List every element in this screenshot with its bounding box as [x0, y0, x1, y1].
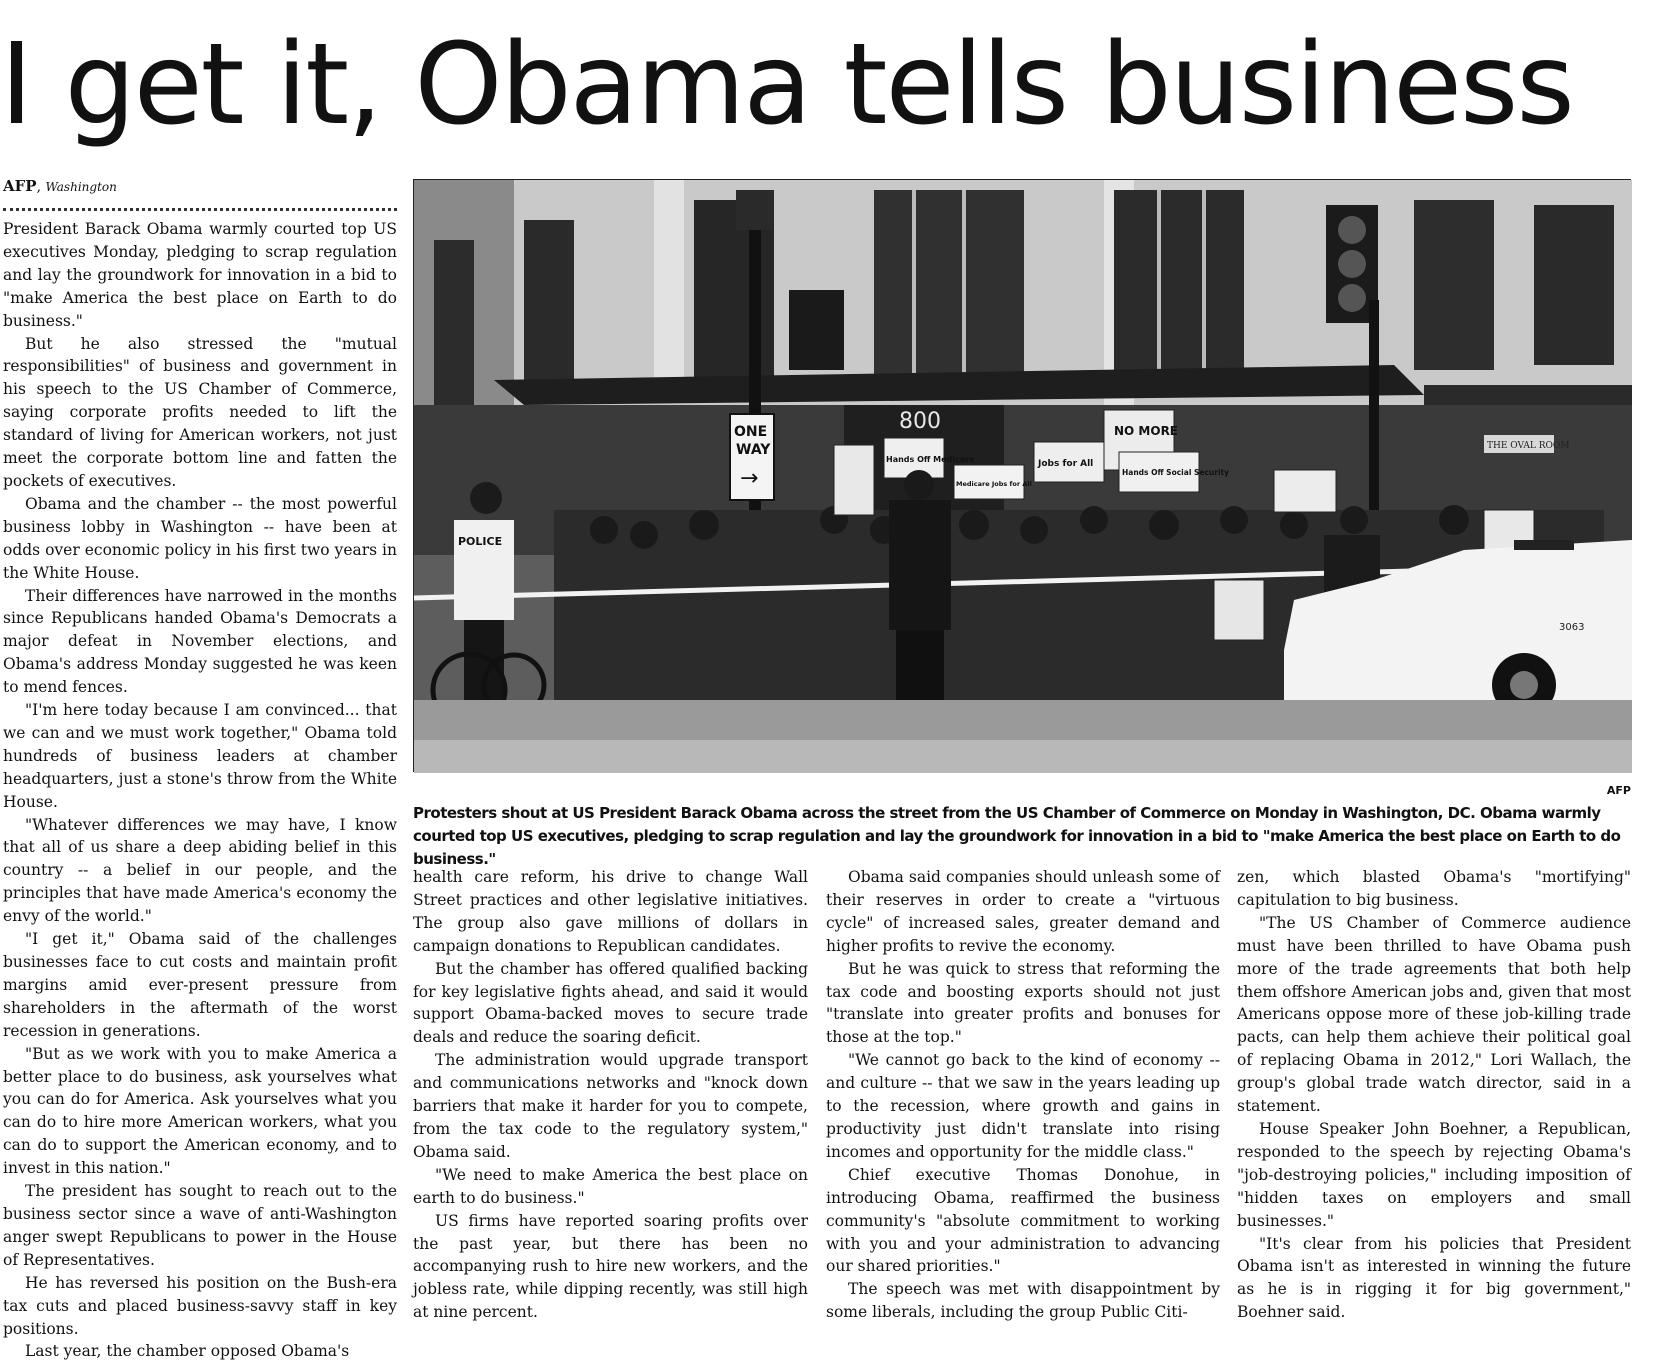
paragraph: The president has sought to reach out to the business sector since a wave of anti-Washington anger swept Republicans to power in the House of Representatives. [3, 1182, 397, 1269]
paragraph: House Speaker John Boehner, a Republican, responded to the speech by rejecting Obama's "job-destroying policies," including imposition of "hidden taxes on employers and small businesses." [1237, 1119, 1631, 1230]
paragraph: "But as we work with you to make America a better place to do business, ask yourselves what you can do for America. Ask yourselves what you can do to hire more American workers, what you can do to support the American economy, and to invest in this nation." [3, 1044, 397, 1178]
news-photo [413, 179, 1631, 772]
paragraph: The speech was met with disappointment by some liberals, including the group Public Citi- [826, 1280, 1220, 1322]
photo-credit: AFP [1606, 784, 1631, 797]
article-column-1 [3, 218, 397, 1361]
byline-separator: , [36, 179, 42, 195]
paragraph: "We cannot go back to the kind of economy -- and culture -- that we saw in the years leading up to the recession, where growth and gains in productivity just didn't translate into rising incomes and opportunity for the middle class." [826, 1051, 1220, 1161]
one-way-sign-line2: WAY [736, 442, 771, 458]
paragraph: President Barack Obama warmly courted top US executives Monday, pledging to scrap regulation and lay the groundwork for innovation in a bid to "make America the best place on Earth to do business." [3, 220, 397, 330]
man-in-suit [889, 470, 951, 740]
paragraph: Chief executive Thomas Donohue, in introducing Obama, reaffirmed the business community's "absolute commitment to working with you and your administration to advancing our shared priorities." [826, 1165, 1220, 1276]
paragraph: US firms have reported soaring profits over the past year, but there has been no accompanying rush to hire new workers, and the jobless rate, while dipping recently, was still high at nine percent. [413, 1211, 808, 1322]
paragraph: But he was quick to stress that reforming the tax code and boosting exports should not just "translate into greater profits and bonuses for those at the top." [826, 959, 1220, 1047]
paragraph: Last year, the chamber opposed Obama's [25, 1342, 350, 1361]
paragraph: The administration would upgrade transport and communications networks and "knock down barriers that make it harder for you to compete, from the tax code to the regulatory system," Obama said. [413, 1051, 808, 1161]
paragraph: But the chamber has offered qualified backing for key legislative fights ahead, and said it would support Obama-backed moves to secure trade deals and reduce the soaring deficit. [413, 959, 808, 1047]
paragraph: Obama said companies should unleash some of their reserves in order to create a "virtuous cycle" of increased sales, greater demand and higher profits to revive the economy. [826, 868, 1220, 955]
photo-caption: Protesters shout at US President Barack Obama across the street from the US Chamber of Commerce on Monday in Washington, DC. Obama warmly courted top US executives, pledging to scrap regulation and lay the groundwork for innovation in a bid to "make America the best place on Earth to do business." [413, 804, 1621, 868]
paragraph: health care reform, his drive to change Wall Street practices and other legislative initiatives. The group also gave millions of dollars in campaign donations to Republican candidates. [413, 868, 808, 955]
protest-sign-text: Hands Off Medicare [886, 455, 975, 464]
police-jacket-text: POLICE [458, 535, 503, 548]
dotted-divider [3, 208, 397, 211]
police-car-number: 3063 [1559, 622, 1585, 633]
protest-sign-text: Hands Off Social Security [1122, 468, 1230, 477]
storefront-sign: THE OVAL ROOM [1487, 441, 1570, 451]
paragraph: "I get it," Obama said of the challenges businesses face to cut costs and maintain profit margins amid ever-present pressure from shareholders in the aftermath of the worst recession in generations. [3, 930, 397, 1040]
protest-scene-illustration [414, 180, 1632, 773]
building-number: 800 [899, 409, 941, 434]
paragraph: "Whatever differences we may have, I know that all of us share a deep abiding belief in this country -- a belief in our people, and the principles that have made America's economy the envy of the world." [3, 815, 397, 926]
protest-sign-text: Medicare Jobs for All [956, 480, 1032, 488]
paragraph: Their differences have narrowed in the months since Republicans handed Obama's Democrats a major defeat in November elections, and Obama's address Monday suggested he was keen to mend fences. [3, 586, 397, 697]
article-column-2 [413, 866, 808, 1326]
protest-sign-text: NO MORE [1114, 424, 1179, 438]
headline: I get it, Obama tells business [0, 20, 1573, 150]
byline [3, 177, 397, 199]
paragraph: "It's clear from his policies that President Obama isn't as interested in winning the future as he is in rigging it for big government," Boehner said. [1237, 1234, 1631, 1322]
protest-sign-text: Jobs for All [1038, 459, 1094, 469]
one-way-sign-line1: ONE [734, 424, 768, 440]
paragraph: "I'm here today because I am convinced... that we can and we must work together," Obama told hundreds of business leaders at chamber headquarters, just a stone's throw from the White House. [3, 701, 397, 811]
paragraph: Obama and the chamber -- the most powerful business lobby in Washington -- have been at odds over economic policy in his first two years in the White House. [3, 494, 397, 582]
paragraph: zen, which blasted Obama's "mortifying" capitulation to big business. [1237, 868, 1631, 909]
byline-agency: AFP [3, 177, 37, 195]
article-column-3 [826, 866, 1220, 1326]
paragraph: But he also stressed the "mutual responsibilities" of business and government in his speech to the US Chamber of Commerce, saying corporate profits needed to lift the standard of living for American workers, not just meet the corporate bottom line and fatten the pockets of executives. [3, 334, 397, 490]
paragraph: "The US Chamber of Commerce audience must have been thrilled to have Obama push more of the trade agreements that both help them offshore American jobs and, given that most Americans oppose more of these job-killing trade pacts, can help them achieve their political goal of replacing Obama in 2012," Lori Wallach, the group's global trade watch director, said in a statement. [1237, 913, 1631, 1116]
paragraph: He has reversed his position on the Bush-era tax cuts and placed business-savvy staff in key positions. [3, 1273, 397, 1338]
paragraph: "We need to make America the best place on earth to do business." [413, 1165, 808, 1207]
arrow-right-icon: → [740, 466, 759, 491]
byline-place: Washington [45, 180, 117, 194]
article-column-4 [1237, 866, 1631, 1326]
